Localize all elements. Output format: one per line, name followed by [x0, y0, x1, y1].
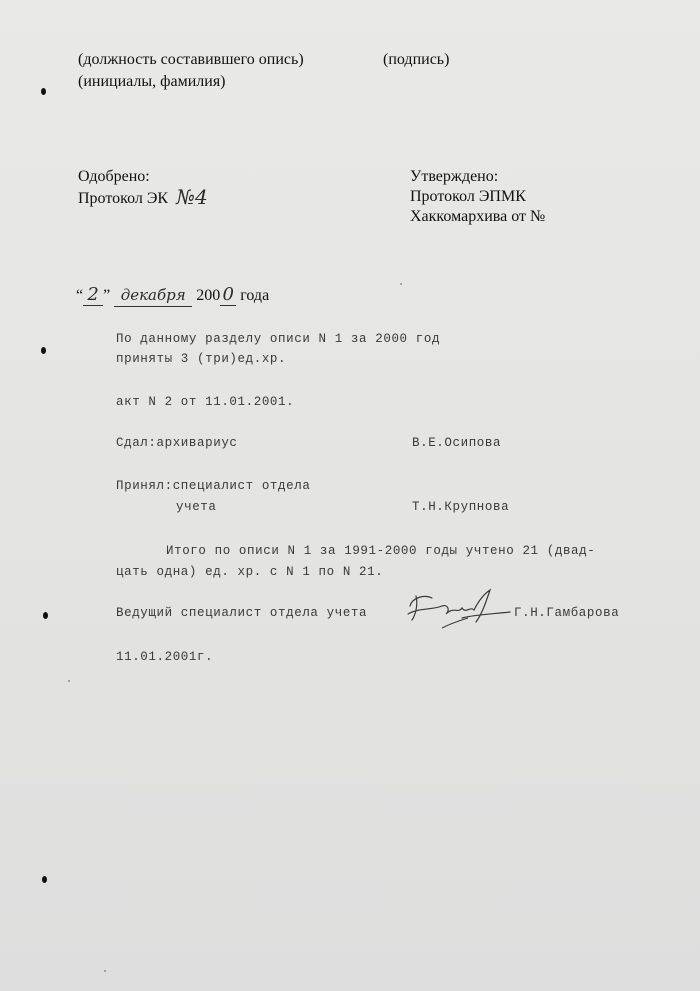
approved-title: Одобрено:	[78, 168, 150, 185]
punch-hole-2	[41, 347, 46, 354]
lead-role: Ведущий специалист отдела учета	[116, 606, 368, 620]
approved-protocol	[78, 186, 208, 209]
received-role-1: Принял:специалист отдела	[116, 479, 311, 493]
position-label: (должность составившего опись)	[78, 51, 304, 68]
approved-protocol-prefix: Протокол ЭК	[78, 190, 169, 207]
name-label: (инициалы, фамилия)	[78, 73, 226, 90]
approved-protocol-number: №4	[176, 185, 208, 209]
handed-role: Сдал:архивариус	[116, 436, 238, 450]
date-line	[76, 284, 269, 307]
received-name: Т.Н.Крупнова	[412, 500, 510, 514]
confirmed-title: Утверждено:	[410, 168, 499, 185]
received-role-2: учета	[176, 500, 217, 514]
punch-hole-1	[41, 88, 46, 95]
lead-name: Г.Н.Гамбарова	[514, 606, 620, 620]
date-close-quote: ”	[103, 287, 111, 304]
date-year-prefix: 200	[196, 287, 221, 304]
total-line-2: цать одна) ед. хр. с N 1 по N 21.	[116, 565, 384, 579]
paper-speck	[400, 283, 402, 285]
paper-speck	[68, 680, 70, 682]
date-month: декабря	[114, 285, 192, 307]
paper-speck	[104, 970, 106, 972]
signature-label: (подпись)	[383, 51, 450, 68]
body-line-1: По данному разделу описи N 1 за 2000 год	[116, 332, 441, 346]
confirmed-line-1: Протокол ЭПМК	[410, 188, 526, 205]
body-line-2: приняты 3 (три)ед.хр.	[116, 352, 287, 366]
date-year-suffix: года	[240, 287, 270, 304]
date-open-quote: “	[76, 287, 84, 304]
confirmed-line-2: Хаккомархива от №	[410, 208, 546, 225]
total-line-1: Итого по описи N 1 за 1991-2000 годы учтено 21 (двад-	[166, 544, 596, 558]
date-year-digit: 0	[220, 284, 236, 306]
punch-hole-4	[42, 876, 47, 883]
final-date: 11.01.2001г.	[116, 650, 214, 664]
handed-name: В.Е.Осипова	[412, 436, 502, 450]
signature-scribble	[402, 584, 514, 634]
body-act: акт N 2 от 11.01.2001.	[116, 395, 295, 409]
punch-hole-3	[43, 612, 48, 619]
date-day: 2	[83, 284, 103, 306]
